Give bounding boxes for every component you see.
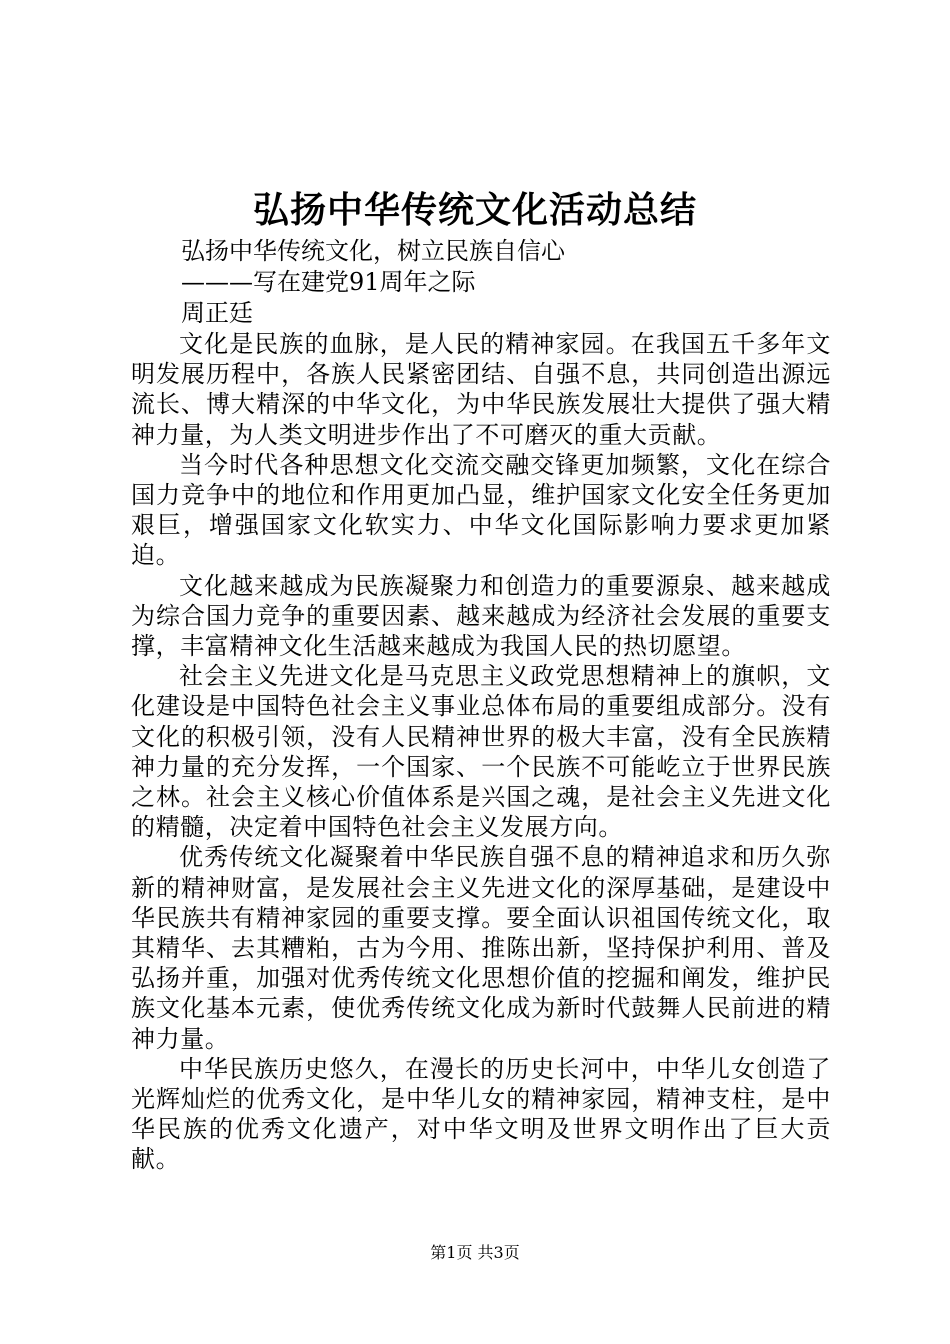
document-author: 周正廷 <box>181 299 253 327</box>
document-title: 弘扬中华传统文化活动总结 <box>252 189 697 231</box>
document-dedication: ———写在建党91周年之际 <box>181 268 476 296</box>
body-paragraph: 文化是民族的血脉，是人民的精神家园。在我国五千多年文明发展历程中，各族人民紧密团结、自强不息，共同创造出源远流长、博大精深的中华文化，为中华民族发展壮大提供了强大精神力量，为人类文明进步作出了不可磨灭的重大贡献。 <box>131 330 831 449</box>
body-paragraph: 当今时代各种思想文化交流交融交锋更加频繁，文化在综合国力竞争中的地位和作用更加凸显，维护国家文化安全任务更加艰巨，增强国家文化软实力、中华文化国际影响力要求更加紧迫。 <box>131 450 831 570</box>
document-body <box>131 329 831 1175</box>
document-header <box>181 236 841 329</box>
body-paragraph: 中华民族历史悠久，在漫长的历史长河中，中华儿女创造了光辉灿烂的优秀文化，是中华儿女的精神家园，精神支柱，是中华民族的优秀文化遗产，对中华文明及世界文明作出了巨大贡献。 <box>131 1054 831 1174</box>
body-paragraph: 优秀传统文化凝聚着中华民族自强不息的精神追求和历久弥新的精神财富，是发展社会主义先进文化的深厚基础，是建设中华民族共有精神家园的重要支撑。要全面认识祖国传统文化，取其精华、去其糟粕，古为今用、推陈出新，坚持保护利用、普及弘扬并重，加强对优秀传统文化思想价值的挖掘和阐发，维护民族文化基本元素，使优秀传统文化成为新时代鼓舞人民前进的精神力量。 <box>131 843 831 1053</box>
body-paragraph: 社会主义先进文化是马克思主义政党思想精神上的旗帜，文化建设是中国特色社会主义事业总体布局的重要组成部分。没有文化的积极引领，没有人民精神世界的极大丰富，没有全民族精神力量的充分发挥，一个国家、一个民族不可能屹立于世界民族之林。社会主义核心价值体系是兴国之魂，是社会主义先进文化的精髓，决定着中国特色社会主义发展方向。 <box>131 662 831 842</box>
page-number-footer: 第1页 共3页 <box>430 1243 520 1262</box>
body-paragraph: 文化越来越成为民族凝聚力和创造力的重要源泉、越来越成为综合国力竞争的重要因素、越来越成为经济社会发展的重要支撑，丰富精神文化生活越来越成为我国人民的热切愿望。 <box>131 571 831 661</box>
document-subtitle: 弘扬中华传统文化，树立民族自信心 <box>181 237 565 265</box>
